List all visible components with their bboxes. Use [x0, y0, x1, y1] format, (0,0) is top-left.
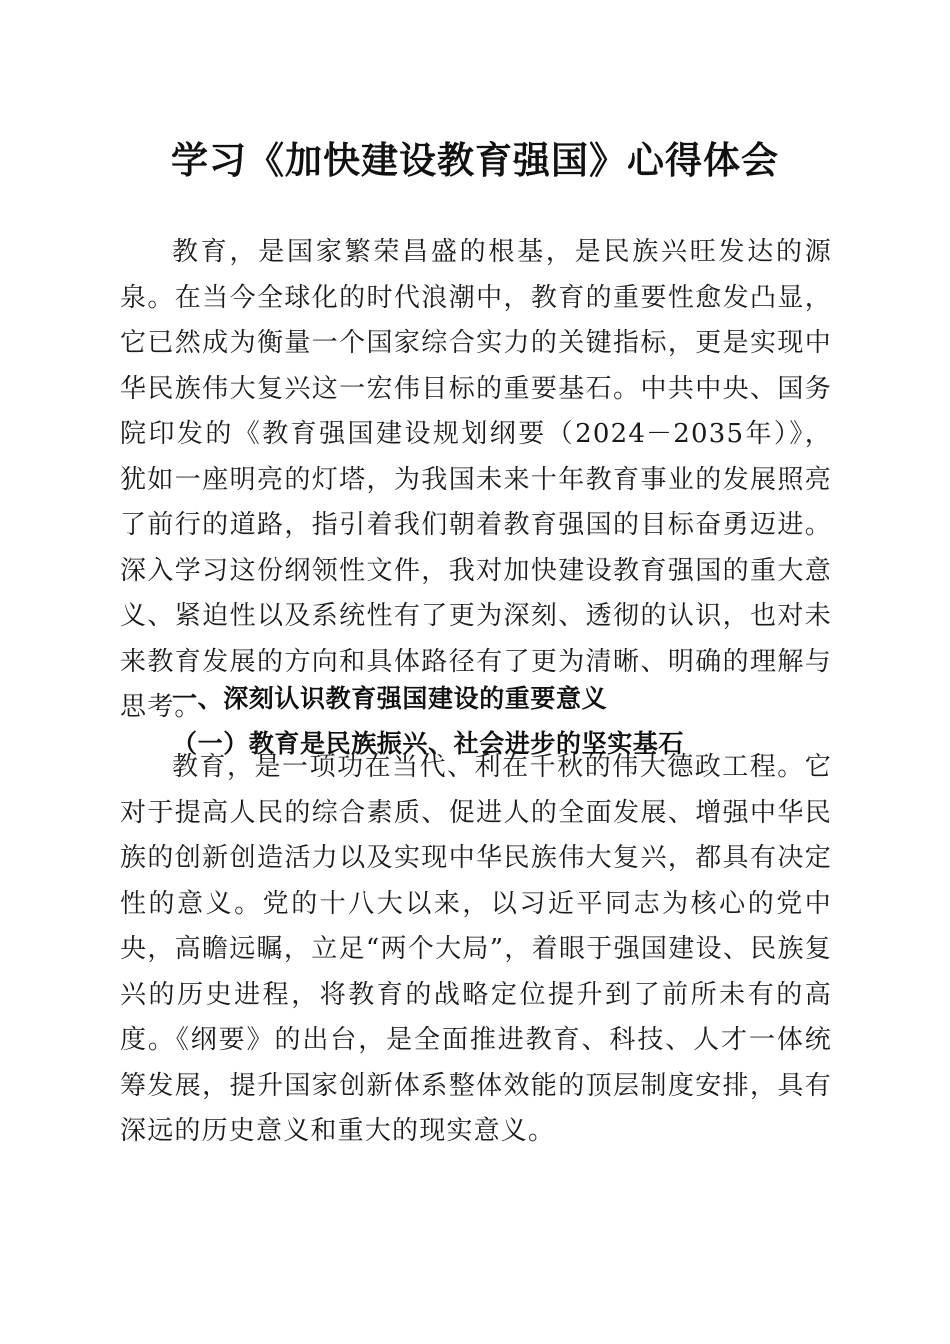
- section-1-paragraph: 教育，是一项功在当代、利在千秋的伟大德政工程。它对于提高人民的综合素质、促进人的全面发展、增强中华民族的创新创造活力以及实现中华民族伟大复兴，都具有决定性的意义。党的十八大以来，以习近平同志为核心的党中央，高瞻远瞩，立足“两个大局”，着眼于强国建设、民族复兴的历史进程，将教育的战略定位提升到了前所未有的高度。《纲要》的出台，是全面推进教育、科技、人才一体统筹发展，提升国家创新体系整体效能的顶层制度安排，具有深远的历史意义和重大的现实意义。: [120, 752, 832, 1146]
- section-heading-1: 一、深刻认识教育强国建设的重要意义: [172, 684, 608, 713]
- intro-paragraph: 教育，是国家繁荣昌盛的根基，是民族兴旺发达的源泉。在当今全球化的时代浪潮中，教育的重要性愈发凸显，它已然成为衡量一个国家综合实力的关键指标，更是实现中华民族伟大复兴这一宏伟目标的重要基石。中共中央、国务院印发的《教育强国建设规划纲要（2024－2035年）》，犹如一座明亮的灯塔，为我国未来十年教育事业的发展照亮了前行的道路，指引着我们朝着教育强国的目标奋勇迈进。深入学习这份纲领性文件，我对加快建设教育强国的重大意义、紧迫性以及系统性有了更为深刻、透彻的认识，也对未来教育发展的方向和具体路径有了更为清晰、明确的理解与思考。: [120, 237, 832, 722]
- document-title: 学习《加快建设教育强国》心得体会: [171, 138, 779, 182]
- subsection-heading-1: （一）教育是民族振兴、社会进步的坚实基石: [172, 729, 685, 758]
